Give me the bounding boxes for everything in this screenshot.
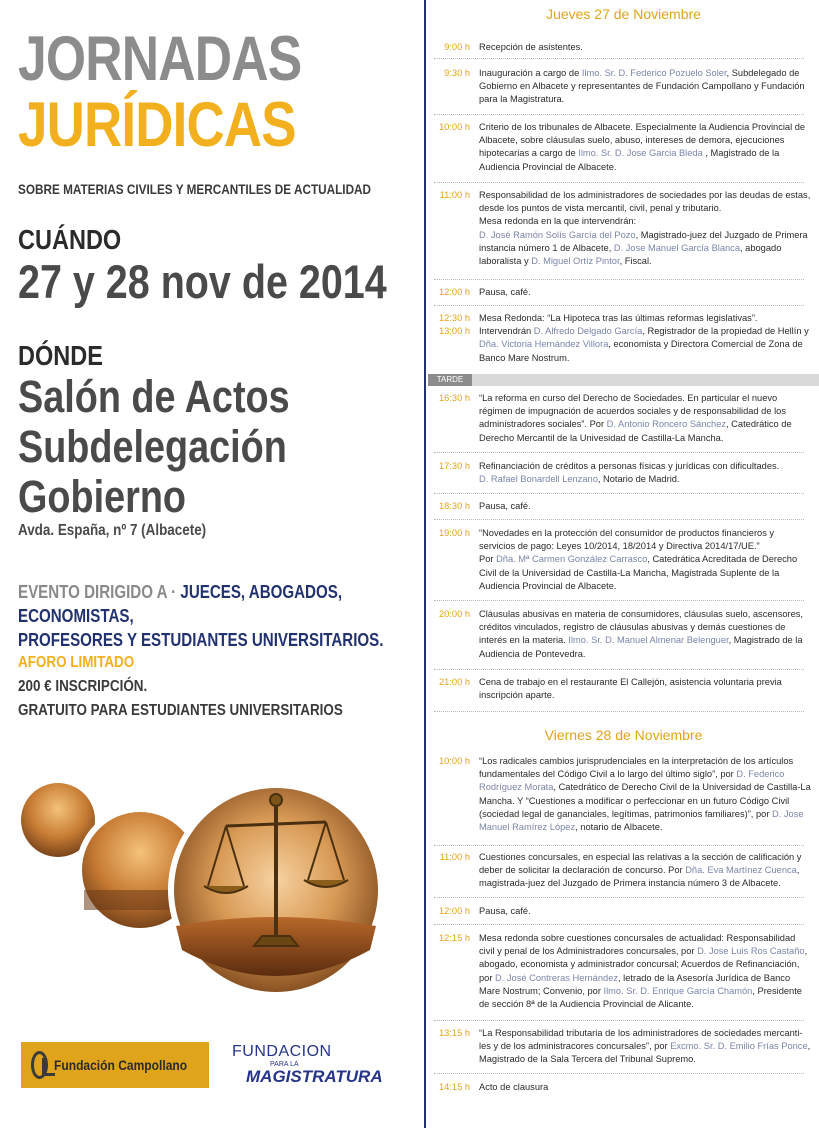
schedule-separator: [434, 1020, 804, 1021]
schedule-separator: [434, 182, 804, 183]
schedule-time: 10:00 h: [438, 122, 470, 132]
schedule-description: Cláusulas abusivas en materia de consumidores, cláusulas suelo, ascensores, créditos vinculados, registro de cláusulas abusivas y demás cuestiones de interés en la materia. Ilmo. Sr. D. Manuel Almenar Belenguer, Magistrado de la Audiencia de Pontevedra.: [479, 609, 804, 659]
venue-line-1: Salón de Actos: [18, 371, 290, 422]
speaker-name: Dña. Eva Martínez Cuenca: [685, 865, 797, 876]
speaker-name: D. Federico Rodríguez Morata: [479, 769, 785, 793]
schedule-separator: [434, 845, 804, 846]
where-label: DÓNDE: [18, 340, 103, 371]
schedule-time: 16:30 h: [438, 393, 470, 403]
schedule-description: “Novedades en la protección del consumidor de productos financieros y servicios de pago: Leyes 10/2014, 18/2014 y Directiva 2014/17/UE.” Por Dña. Mª Carmen González Carrasco, Catedrática Acreditada de Derecho Civil de la Universidad de Castilla-La Mancha, Magistrada Suplente de la Audiencia Provincial de Albacete.: [479, 528, 798, 591]
speaker-name: D. Antonio Roncero Sánchez: [606, 419, 727, 430]
schedule-separator: [434, 114, 804, 115]
limited-capacity: AFORO LIMITADO: [18, 654, 135, 671]
day-2-heading: Viernes 28 de Noviembre: [544, 727, 703, 743]
campollano-mark-icon: [31, 1051, 48, 1079]
speaker-name: D. Jose Manuel Ramírez López: [479, 808, 804, 833]
speaker-name: D. Jose Manuel García Blanca: [613, 242, 740, 253]
subtitle: SOBRE MATERIAS CIVILES Y MERCANTILES DE ACTUALIDAD: [18, 181, 372, 197]
schedule-separator: [434, 305, 804, 306]
when-value: 27 y 28 nov de 2014: [18, 255, 387, 308]
registration-price: 200 € INSCRIPCIÓN.: [18, 678, 148, 695]
title-line-2: JURÍDICAS: [18, 90, 296, 160]
schedule-description: Recepción de asistentes.: [479, 42, 583, 52]
schedule-description: Pausa, café.: [479, 501, 531, 511]
speaker-name: Ilmo. Sr. D. Jose Garcia Bleda: [578, 148, 703, 159]
column-divider: [424, 0, 426, 1128]
schedule-time: 11:00 h: [439, 852, 470, 862]
schedule-time: 9:30 h: [444, 68, 470, 78]
schedule-separator: [434, 711, 804, 712]
schedule-separator: [434, 669, 804, 670]
afternoon-bar: [428, 374, 819, 386]
schedule-separator: [434, 924, 804, 925]
schedule-time: 12:30 h 13:00 h: [438, 313, 470, 337]
speaker-name: Excmo. Sr. D. Emilio Frías Ponce: [670, 1041, 808, 1052]
schedule-description: Pausa, café.: [479, 287, 531, 297]
schedule-time: 12:15 h: [438, 933, 470, 943]
schedule-time: 11:00 h: [439, 190, 470, 200]
audience-block: [18, 580, 388, 652]
title-line-1: JORNADAS: [18, 24, 302, 94]
schedule-time: 12:00 h: [438, 906, 470, 916]
schedule-separator: [434, 897, 804, 898]
schedule-time: 18:30 h: [438, 501, 470, 511]
fundacion-campollano-logo: Fundación Campollano: [21, 1042, 209, 1088]
schedule-time: 13:15 h: [438, 1028, 470, 1038]
schedule-separator: [434, 452, 804, 453]
schedule-separator: [434, 493, 804, 494]
speaker-name: Dña. Mª Carmen González Carrasco: [496, 554, 648, 565]
schedule-separator: [434, 58, 804, 59]
speaker-name: Dña. Victoria Hernández Villora: [479, 339, 609, 350]
speaker-name: D. Miguel Ortíz Pintor: [531, 256, 620, 267]
schedule-description: Mesa redonda sobre cuestiones concursales de actualidad: Responsabilidad civil y penal de los Administradores concursales, por D. Jose Luis Ros Castaño, abogado, economista y administrador concursal; Acuerdos de Refinanciación, por D. José Contreras Hernández, letrado de la Asesoría Jurídica de Banco Mare Nostrum; Convenio, por Ilmo. Sr. D. Enrique García Chamón, Presidente de sección 8ª de la Audiencia Provincial de Alicante.: [479, 933, 808, 1010]
schedule-description: Pausa, café.: [479, 906, 531, 916]
schedule-description: Cena de trabajo en el restaurante El Callejón, asistencia voluntaria previa inscripción aparte.: [479, 677, 782, 701]
speaker-name: D. José Contreras Hernández: [495, 972, 619, 983]
schedule-time: 14:15 h: [438, 1082, 470, 1092]
free-for-students: GRATUITO PARA ESTUDIANTES UNIVERSITARIOS: [18, 702, 343, 719]
schedule-description: Mesa Redonda: “La Hipoteca tras las últimas reformas legislativas”. Intervendrán D. Alfredo Delgado García, Registrador de la propiedad de Hellín y Dña. Victoria Hernández Villora, economista y Directora Comercial de Zona de Banco Mare Nostrum.: [479, 313, 809, 363]
schedule-description: Refinanciación de créditos a personas físicas y jurídicas con dificultades. D. Rafael Bonardell Lenzano, Notario de Madrid.: [479, 461, 780, 485]
schedule-description: “La reforma en curso del Derecho de Sociedades. En particular el nuevo régimen de impugnación de acuerdos sociales y de responsabilidad de los administradores sociales”. Por D. Antonio Roncero Sánchez, Catedrático de Derecho Mercantil de la Univesidad de Castilla-La Mancha.: [479, 393, 792, 443]
schedule-time: 12:00 h: [438, 287, 470, 297]
speaker-name: D. Rafael Bonardell Lenzano: [479, 474, 598, 485]
schedule-separator: [434, 279, 804, 280]
schedule-separator: [434, 519, 804, 520]
schedule-description: Acto de clausura: [479, 1082, 549, 1092]
fundacion-magistratura-logo: FUNDACION PARA LA MAGISTRATURA: [232, 1043, 383, 1086]
schedule-description: Responsabilidad de los administradores de sociedades por las deudas de estas, desde los puntos de vista mercantil, civil, penal y tributario. Mesa redonda en la que intervendrán: D. José Ramón Solís García del Pozo, Magistrado-juez del Juzgado de Primera instancia número 1 de Albacete, D. Jose Manuel García Blanca, abogado laboralista y D. Miguel Ortíz Pintor, Fiscal.: [479, 190, 811, 267]
justice-scales-illustration: [0, 740, 420, 1040]
schedule-description: Inauguración a cargo de Ilmo. Sr. D. Federico Pozuelo Soler, Subdelegado de Gobierno en Albacete y representantes de Fundación Campollano y Fundación para la Magistratura.: [479, 68, 805, 105]
schedule-description: Cuestiones concursales, en especial las relativas a la sección de calificación y deber de solicitar la declaración de concurso. Por Dña. Eva Martínez Cuenca, magistrada-juez del Juzgado de Primera instancia número 3 de Albacete.: [479, 852, 802, 889]
schedule-time: 10:00 h: [438, 756, 470, 766]
schedule-separator: [434, 1073, 804, 1074]
venue-address: Avda. España, nº 7 (Albacete): [18, 522, 207, 539]
when-label: CUÁNDO: [18, 224, 122, 255]
speaker-name: D. Alfredo Delgado García: [533, 326, 643, 337]
schedule-description: “Los radicales cambios jurisprudenciales en la interpretación de los artículos fundamentales del Código Civil a lo largo del último siglo”, por D. Federico Rodríguez Morata, Catedrático de Derecho Civil de la Universidad de Castilla-La Mancha. Y “Cuestiones a modificar o perfeccionar en un futuro Código Civil (sociedad legal de gananciales, legítimas, patrimonios familiares)”, por D. Jose Manuel Ramírez López, notario de Albacete.: [479, 756, 811, 833]
audience-label: EVENTO DIRIGIDO A ·: [18, 582, 177, 602]
venue-line-2: Subdelegación: [18, 421, 287, 472]
speaker-name: D. Jose Luis Ros Castaño: [697, 946, 805, 957]
schedule-separator: [434, 600, 804, 601]
schedule-description: Criterio de los tribunales de Albacete. Especialmente la Audiencia Provincial de Albacete, sobre cláusulas suelo, abuso, intereses de demora, ejecuciones hipotecarias a cargo de Ilmo. Sr. D. Jose Garcia Bleda , Magistrado de la Audiencia Provincial de Albacete.: [479, 122, 806, 172]
speaker-name: Ilmo. Sr. D. Enrique García Chamón: [603, 985, 753, 996]
speaker-name: Ilmo. Sr. D. Manuel Almenar Belenguer: [568, 635, 729, 646]
speaker-name: Ilmo. Sr. D. Federico Pozuelo Soler: [581, 68, 727, 78]
schedule-time: 17:30 h: [438, 461, 470, 471]
venue-line-3: Gobierno: [18, 471, 186, 522]
audience-line-2: PROFESORES Y ESTUDIANTES UNIVERSITARIOS.: [18, 630, 384, 650]
schedule-time: 9:00 h: [444, 42, 470, 52]
audience-line-1: JUECES, ABOGADOS, ECONOMISTAS,: [18, 582, 343, 626]
schedule-time: 21:00 h: [438, 677, 470, 687]
schedule-description: “La Responsabilidad tributaria de los administradores de sociedades mercanti-les y de los administracores concursales”, por Excmo. Sr. D. Emilio Frías Ponce, Magistrado de la Sala Tercera del Tribunal Supremo.: [479, 1028, 811, 1065]
schedule-time: 20:00 h: [438, 609, 470, 619]
day-1-heading: Jueves 27 de Noviembre: [546, 6, 701, 22]
schedule-time: 19:00 h: [438, 528, 470, 538]
afternoon-label: TARDE: [428, 374, 472, 386]
speaker-name: D. José Ramón Solís García del Pozo: [479, 229, 636, 240]
